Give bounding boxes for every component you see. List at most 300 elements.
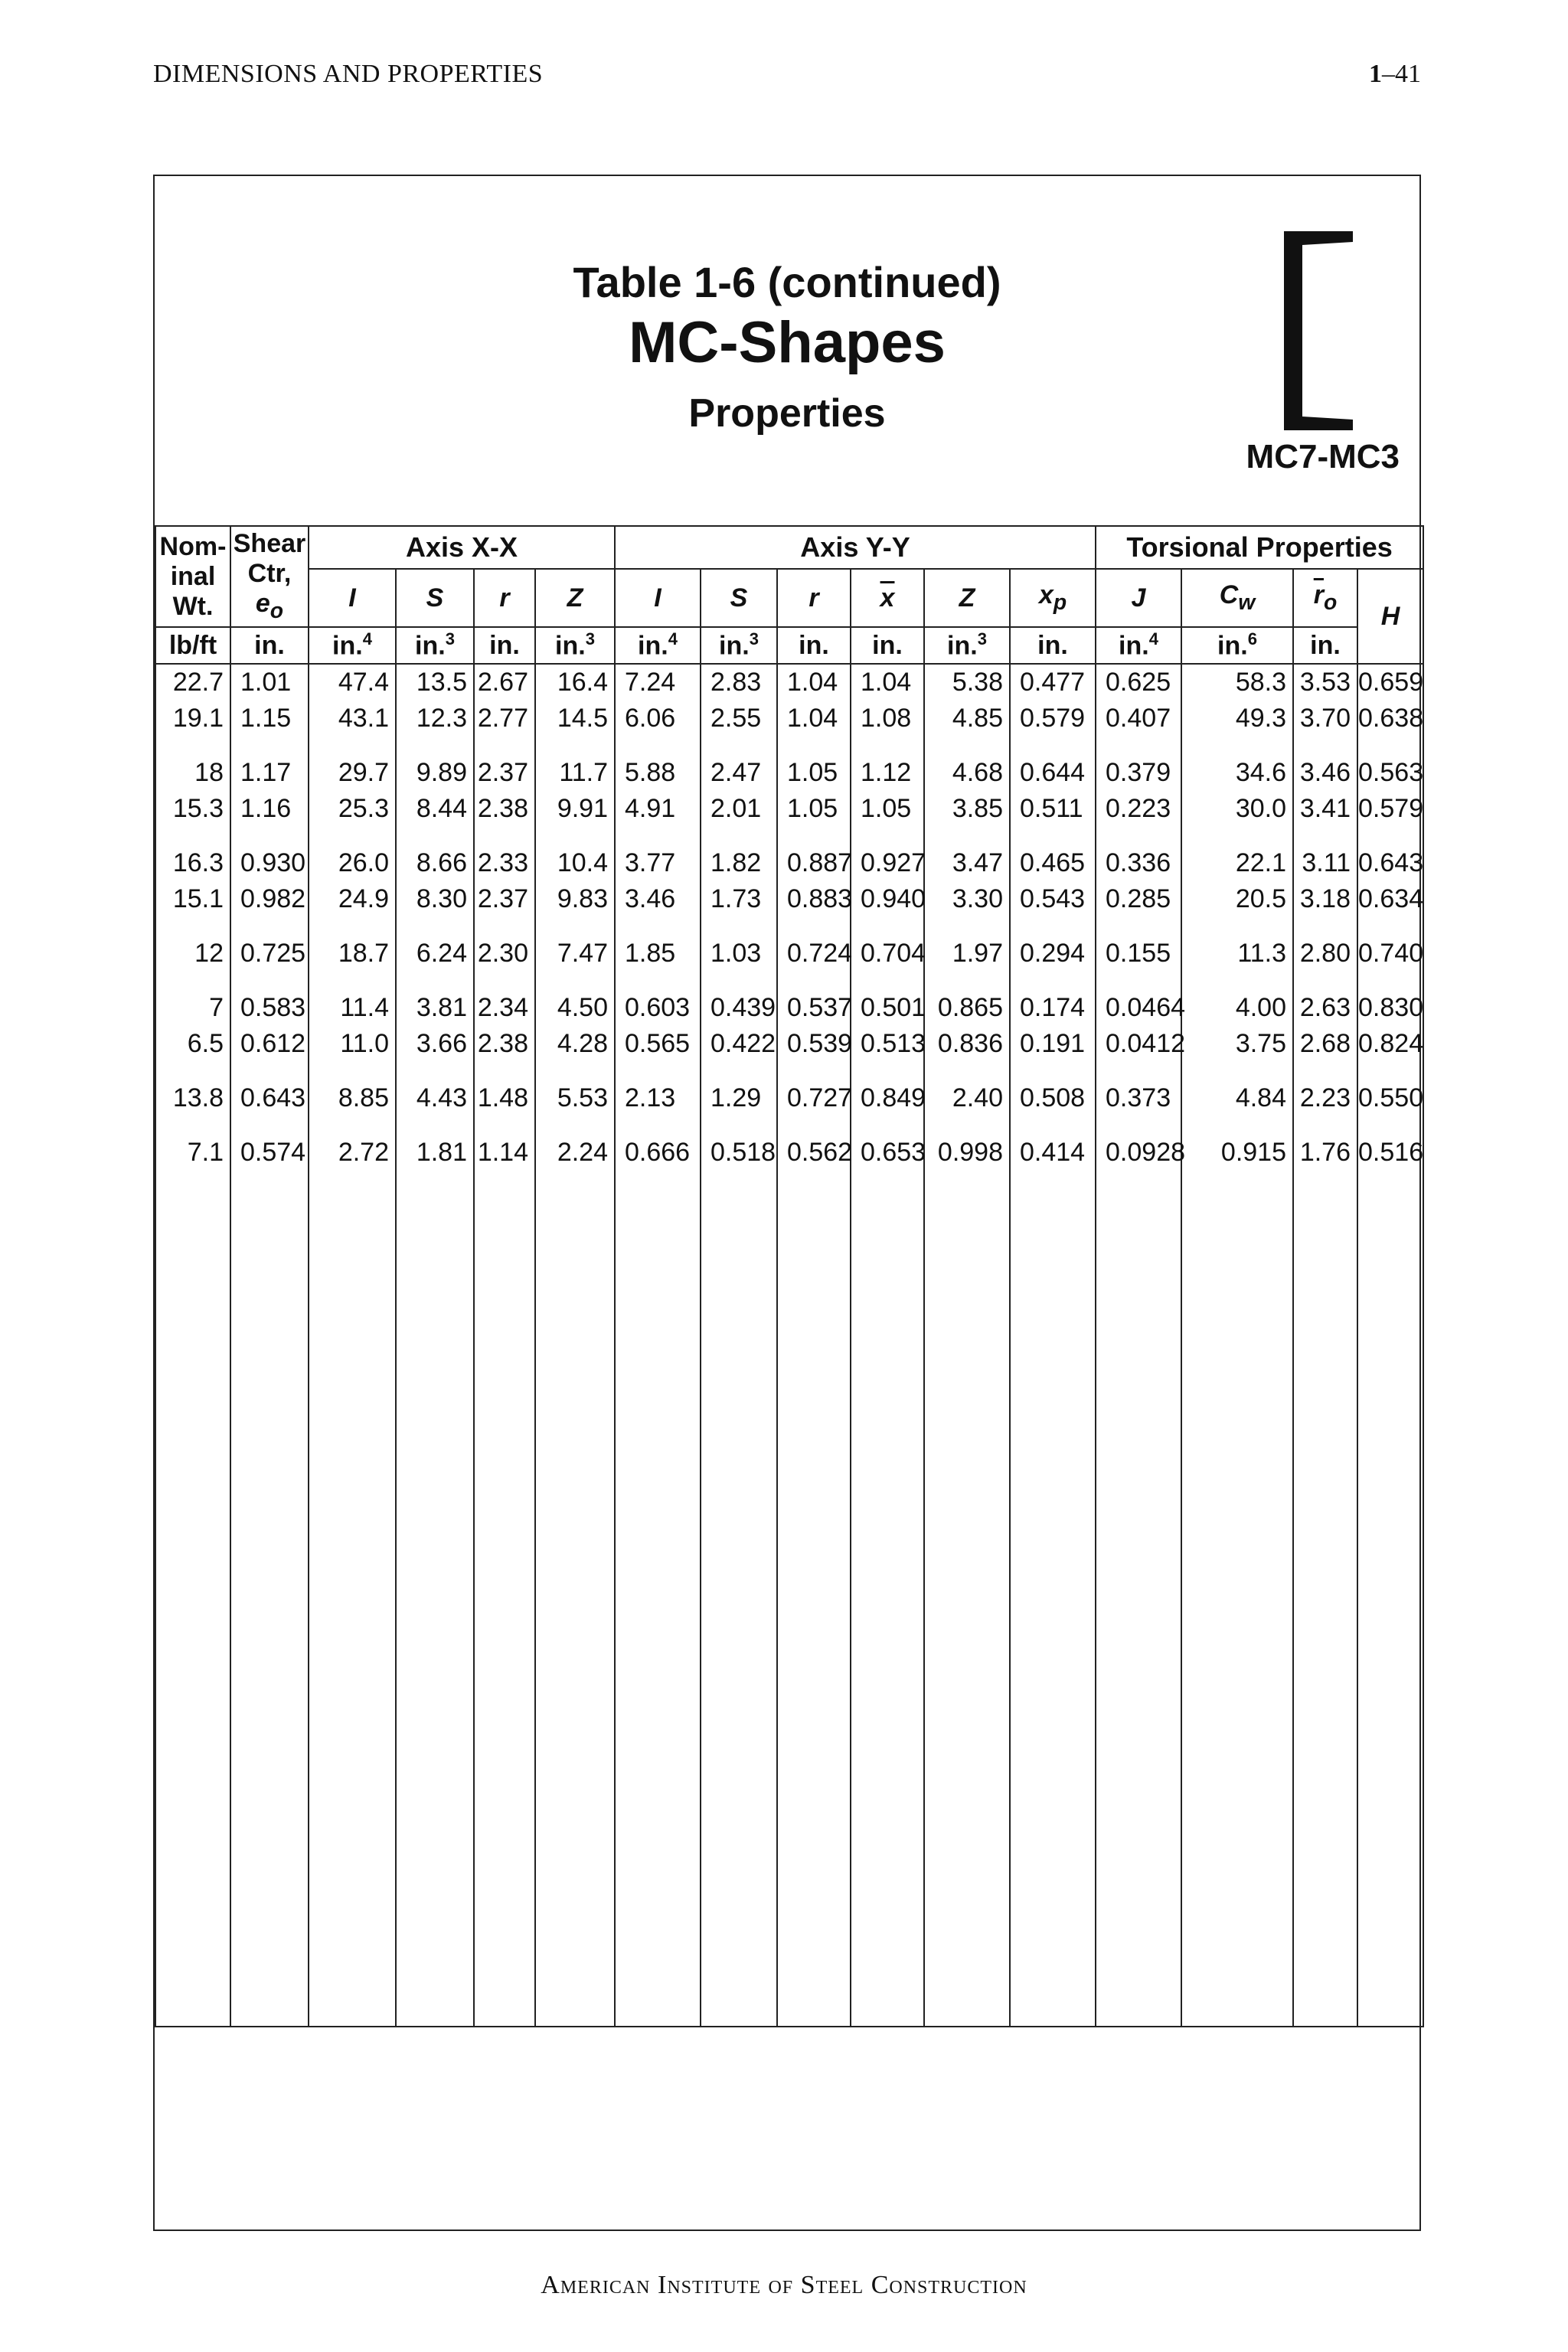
table-row xyxy=(155,755,1423,791)
table-cell: 3.81 xyxy=(396,990,474,1026)
header-Zy: Z xyxy=(924,569,1010,627)
table-cell: 0.940 xyxy=(851,881,924,917)
spacer-cell xyxy=(851,972,924,990)
table-cell: 0.643 xyxy=(230,1080,309,1116)
table-cell: 0.824 xyxy=(1357,1026,1423,1062)
table-cell: 0.508 xyxy=(1010,1080,1096,1116)
table-cell: 0.550 xyxy=(1357,1080,1423,1116)
header-nom-line3: Wt. xyxy=(172,591,214,621)
table-cell: 0.666 xyxy=(615,1135,701,1171)
spacer-cell xyxy=(924,917,1010,936)
spacer-cell xyxy=(777,1116,851,1135)
publisher-footer: American Institute of Steel Construction xyxy=(541,2271,1027,2299)
spacer-cell xyxy=(1096,737,1181,755)
spacer-cell xyxy=(777,737,851,755)
unit-Ix-base: in. xyxy=(332,631,363,661)
table-cell: 10.4 xyxy=(535,845,615,881)
page-number xyxy=(1369,60,1421,89)
table-row xyxy=(155,791,1423,827)
spacer-cell xyxy=(1181,972,1293,990)
table-cell: 3.70 xyxy=(1293,701,1357,737)
spacer-cell xyxy=(1357,1116,1423,1135)
spacer-cell xyxy=(474,1116,535,1135)
spacer-cell xyxy=(1293,1116,1357,1135)
spacer-cell xyxy=(155,1116,230,1135)
spacer-cell xyxy=(924,827,1010,845)
unit-xp: in. xyxy=(1010,627,1096,664)
spacer-cell xyxy=(155,917,230,936)
spacer-cell xyxy=(701,917,777,936)
table-cell: 0.625 xyxy=(1096,664,1181,701)
spacer-cell xyxy=(230,972,309,990)
table-cell: 2.23 xyxy=(1293,1080,1357,1116)
spacer-cell xyxy=(396,737,474,755)
table-cell: 0.887 xyxy=(777,845,851,881)
table-cell: 1.81 xyxy=(396,1135,474,1171)
filler-cell xyxy=(615,1171,701,2027)
spacer-cell xyxy=(701,827,777,845)
spacer-cell xyxy=(230,737,309,755)
shape-range-label: MC7-MC3 xyxy=(1246,438,1400,475)
table-cell: 2.13 xyxy=(615,1080,701,1116)
header-Cw xyxy=(1181,569,1293,627)
table-cell: 0.634 xyxy=(1357,881,1423,917)
spacer-cell xyxy=(230,1062,309,1080)
unit-J-exp: 4 xyxy=(1148,629,1158,649)
spacer-cell xyxy=(155,827,230,845)
unit-Cw xyxy=(1181,627,1293,664)
unit-Zy-base: in. xyxy=(947,631,978,661)
table-cell: 0.603 xyxy=(615,990,701,1026)
table-cell: 0.439 xyxy=(701,990,777,1026)
group-spacer xyxy=(155,972,1423,990)
unit-J xyxy=(1096,627,1181,664)
table-cell: 12.3 xyxy=(396,701,474,737)
filler-cell xyxy=(230,1171,309,2027)
table-cell: 0.836 xyxy=(924,1026,1010,1062)
spacer-cell xyxy=(1010,972,1096,990)
table-cell: 2.63 xyxy=(1293,990,1357,1026)
table-cell: 15.1 xyxy=(155,881,230,917)
table-cell: 1.01 xyxy=(230,664,309,701)
table-body xyxy=(155,664,1423,2027)
filler-cell xyxy=(535,1171,615,2027)
table-cell: 0.579 xyxy=(1357,791,1423,827)
filler-cell xyxy=(701,1171,777,2027)
table-cell: 22.7 xyxy=(155,664,230,701)
header-ro-subscript: o xyxy=(1323,590,1338,615)
spacer-cell xyxy=(1293,737,1357,755)
table-cell: 0.653 xyxy=(851,1135,924,1171)
table-cell: 2.24 xyxy=(535,1135,615,1171)
header-Sx: S xyxy=(396,569,474,627)
filler-cell xyxy=(1010,1171,1096,2027)
table-cell: 2.40 xyxy=(924,1080,1010,1116)
table-cell: 2.83 xyxy=(701,664,777,701)
spacer-cell xyxy=(155,1062,230,1080)
table-cell: 0.0928 xyxy=(1096,1135,1181,1171)
spacer-cell xyxy=(615,917,701,936)
table-row xyxy=(155,845,1423,881)
table-cell: 1.16 xyxy=(230,791,309,827)
table-cell: 3.11 xyxy=(1293,845,1357,881)
table-cell: 11.0 xyxy=(309,1026,396,1062)
spacer-cell xyxy=(924,1062,1010,1080)
table-row xyxy=(155,1026,1423,1062)
table-cell: 0.704 xyxy=(851,936,924,972)
table-cell: 7.1 xyxy=(155,1135,230,1171)
table-cell: 47.4 xyxy=(309,664,396,701)
spacer-cell xyxy=(1010,827,1096,845)
table-row xyxy=(155,936,1423,972)
table-cell: 3.18 xyxy=(1293,881,1357,917)
unit-Iy-base: in. xyxy=(638,631,668,661)
table-cell: 0.724 xyxy=(777,936,851,972)
table-cell: 4.91 xyxy=(615,791,701,827)
table-cell: 14.5 xyxy=(535,701,615,737)
header-nominal-wt xyxy=(155,526,230,627)
table-cell: 2.67 xyxy=(474,664,535,701)
table-cell: 0.543 xyxy=(1010,881,1096,917)
table-cell: 2.68 xyxy=(1293,1026,1357,1062)
unit-Zy xyxy=(924,627,1010,664)
table-cell: 3.46 xyxy=(1293,755,1357,791)
table-cell: 58.3 xyxy=(1181,664,1293,701)
table-cell: 3.46 xyxy=(615,881,701,917)
table-row xyxy=(155,664,1423,701)
table-cell: 1.76 xyxy=(1293,1135,1357,1171)
spacer-cell xyxy=(851,1062,924,1080)
unit-Sx-exp: 3 xyxy=(445,629,455,649)
spacer-cell xyxy=(1293,917,1357,936)
filler-cell xyxy=(474,1171,535,2027)
table-cell: 1.03 xyxy=(701,936,777,972)
table-subtitle: Properties xyxy=(688,391,886,436)
header-eo-subscript: o xyxy=(270,598,284,623)
table-cell: 0.539 xyxy=(777,1026,851,1062)
spacer-cell xyxy=(851,917,924,936)
unit-Sy-exp: 3 xyxy=(749,629,759,649)
table-cell: 7 xyxy=(155,990,230,1026)
table-cell: 0.930 xyxy=(230,845,309,881)
table-cell: 0.727 xyxy=(777,1080,851,1116)
filler-cell xyxy=(924,1171,1010,2027)
table-cell: 5.38 xyxy=(924,664,1010,701)
table-cell: 0.849 xyxy=(851,1080,924,1116)
unit-Zx-exp: 3 xyxy=(585,629,595,649)
table-cell: 0.574 xyxy=(230,1135,309,1171)
header-shear-line2: Ctr, xyxy=(247,559,292,589)
unit-Ix xyxy=(309,627,396,664)
spacer-cell xyxy=(851,1116,924,1135)
table-cell: 0.830 xyxy=(1357,990,1423,1026)
header-torsional-properties: Torsional Properties xyxy=(1096,526,1423,569)
unit-Sy xyxy=(701,627,777,664)
unit-Iy xyxy=(615,627,701,664)
table-cell: 0.336 xyxy=(1096,845,1181,881)
spacer-cell xyxy=(1181,917,1293,936)
group-spacer xyxy=(155,917,1423,936)
spacer-cell xyxy=(1181,827,1293,845)
unit-Zx xyxy=(535,627,615,664)
spacer-cell xyxy=(309,1116,396,1135)
header-Sy: S xyxy=(701,569,777,627)
channel-shape-icon xyxy=(1276,231,1368,430)
spacer-cell xyxy=(309,917,396,936)
spacer-cell xyxy=(1096,972,1181,990)
spacer-cell xyxy=(1181,1116,1293,1135)
table-cell: 9.89 xyxy=(396,755,474,791)
header-Iy: I xyxy=(615,569,701,627)
table-cell: 3.75 xyxy=(1181,1026,1293,1062)
table-cell: 0.422 xyxy=(701,1026,777,1062)
table-cell: 4.43 xyxy=(396,1080,474,1116)
table-cell: 7.24 xyxy=(615,664,701,701)
table-cell: 3.47 xyxy=(924,845,1010,881)
spacer-cell xyxy=(1181,737,1293,755)
table-filler xyxy=(155,1171,1423,2027)
spacer-cell xyxy=(777,827,851,845)
table-cell: 2.37 xyxy=(474,881,535,917)
table-cell: 2.37 xyxy=(474,755,535,791)
table-cell: 0.565 xyxy=(615,1026,701,1062)
table-cell: 0.579 xyxy=(1010,701,1096,737)
header-axis-yy: Axis Y-Y xyxy=(615,526,1096,569)
table-cell: 0.407 xyxy=(1096,701,1181,737)
table-cell: 2.77 xyxy=(474,701,535,737)
spacer-cell xyxy=(535,972,615,990)
table-cell: 0.643 xyxy=(1357,845,1423,881)
group-spacer xyxy=(155,737,1423,755)
table-cell: 8.44 xyxy=(396,791,474,827)
table-cell: 0.583 xyxy=(230,990,309,1026)
table-cell: 0.414 xyxy=(1010,1135,1096,1171)
table-cell: 43.1 xyxy=(309,701,396,737)
table-cell: 1.04 xyxy=(851,664,924,701)
title-block xyxy=(155,176,1419,527)
table-cell: 0.0412 xyxy=(1096,1026,1181,1062)
header-axis-xx: Axis X-X xyxy=(309,526,615,569)
unit-Cw-exp: 6 xyxy=(1247,629,1257,649)
table-cell: 49.3 xyxy=(1181,701,1293,737)
table-cell: 11.7 xyxy=(535,755,615,791)
table-cell: 29.7 xyxy=(309,755,396,791)
table-cell: 0.518 xyxy=(701,1135,777,1171)
table-cell: 0.516 xyxy=(1357,1135,1423,1171)
spacer-cell xyxy=(309,1062,396,1080)
unit-Cw-base: in. xyxy=(1217,631,1248,661)
table-cell: 1.48 xyxy=(474,1080,535,1116)
table-cell: 1.17 xyxy=(230,755,309,791)
table-cell: 22.1 xyxy=(1181,845,1293,881)
table-cell: 2.01 xyxy=(701,791,777,827)
spacer-cell xyxy=(615,827,701,845)
spacer-cell xyxy=(1293,972,1357,990)
table-cell: 6.06 xyxy=(615,701,701,737)
table-cell: 3.30 xyxy=(924,881,1010,917)
spacer-cell xyxy=(924,737,1010,755)
spacer-cell xyxy=(1181,1062,1293,1080)
unit-Sx xyxy=(396,627,474,664)
table-cell: 11.3 xyxy=(1181,936,1293,972)
table-cell: 2.34 xyxy=(474,990,535,1026)
header-ro-symbol: $\overline{r}$ xyxy=(1313,580,1324,610)
table-cell: 13.5 xyxy=(396,664,474,701)
header-Cw-symbol: C xyxy=(1219,580,1239,610)
table-cell: 0.294 xyxy=(1010,936,1096,972)
table-cell: 16.3 xyxy=(155,845,230,881)
spacer-cell xyxy=(396,917,474,936)
unit-Zx-base: in. xyxy=(555,631,586,661)
table-cell: 0.883 xyxy=(777,881,851,917)
table-cell: 1.05 xyxy=(777,791,851,827)
header-nom-line2: inal xyxy=(170,561,216,591)
spacer-cell xyxy=(474,1062,535,1080)
table-cell: 5.53 xyxy=(535,1080,615,1116)
spacer-cell xyxy=(155,972,230,990)
table-cell: 4.28 xyxy=(535,1026,615,1062)
table-row xyxy=(155,990,1423,1026)
table-row xyxy=(155,1135,1423,1171)
spacer-cell xyxy=(615,1116,701,1135)
spacer-cell xyxy=(309,737,396,755)
header-ro xyxy=(1293,569,1357,627)
table-cell: 18 xyxy=(155,755,230,791)
spacer-cell xyxy=(396,972,474,990)
unit-Sx-base: in. xyxy=(415,631,446,661)
header-xp xyxy=(1010,569,1096,627)
table-cell: 1.82 xyxy=(701,845,777,881)
table-cell: 18.7 xyxy=(309,936,396,972)
filler-cell xyxy=(1181,1171,1293,2027)
spacer-cell xyxy=(924,1116,1010,1135)
spacer-cell xyxy=(1357,737,1423,755)
table-cell: 6.24 xyxy=(396,936,474,972)
header-x-bar: $\overline{x}$ xyxy=(851,569,924,627)
table-cell: 0.982 xyxy=(230,881,309,917)
table-cell: 2.38 xyxy=(474,791,535,827)
spacer-cell xyxy=(777,917,851,936)
table-cell: 11.4 xyxy=(309,990,396,1026)
table-cell: 4.50 xyxy=(535,990,615,1026)
table-cell: 6.5 xyxy=(155,1026,230,1062)
spacer-cell xyxy=(396,1116,474,1135)
unit-x-bar: in. xyxy=(851,627,924,664)
table-cell: 0.915 xyxy=(1181,1135,1293,1171)
filler-cell xyxy=(309,1171,396,2027)
spacer-cell xyxy=(1293,1062,1357,1080)
table-cell: 0.511 xyxy=(1010,791,1096,827)
spacer-cell xyxy=(701,1062,777,1080)
table-cell: 2.80 xyxy=(1293,936,1357,972)
header-Ix: I xyxy=(309,569,396,627)
filler-cell xyxy=(851,1171,924,2027)
table-cell: 24.9 xyxy=(309,881,396,917)
table-cell: 1.29 xyxy=(701,1080,777,1116)
spacer-cell xyxy=(1010,1116,1096,1135)
header-shear-center xyxy=(230,526,309,627)
table-cell: 0.638 xyxy=(1357,701,1423,737)
table-cell: 3.53 xyxy=(1293,664,1357,701)
table-cell: 2.38 xyxy=(474,1026,535,1062)
spacer-cell xyxy=(1096,827,1181,845)
table-cell: 8.66 xyxy=(396,845,474,881)
table-row xyxy=(155,881,1423,917)
header-xp-symbol: x xyxy=(1038,580,1054,610)
unit-eo: in. xyxy=(230,627,309,664)
table-cell: 0.725 xyxy=(230,936,309,972)
table-row xyxy=(155,1080,1423,1116)
spacer-cell xyxy=(474,972,535,990)
header-ry: r xyxy=(777,569,851,627)
filler-cell xyxy=(1096,1171,1181,2027)
table-cell: 16.4 xyxy=(535,664,615,701)
spacer-cell xyxy=(535,827,615,845)
table-cell: 12 xyxy=(155,936,230,972)
table-cell: 15.3 xyxy=(155,791,230,827)
table-cell: 0.174 xyxy=(1010,990,1096,1026)
spacer-cell xyxy=(615,737,701,755)
spacer-cell xyxy=(535,917,615,936)
group-spacer xyxy=(155,827,1423,845)
table-cell: 34.6 xyxy=(1181,755,1293,791)
table-cell: 0.379 xyxy=(1096,755,1181,791)
table-cell: 0.612 xyxy=(230,1026,309,1062)
filler-cell xyxy=(396,1171,474,2027)
header-Zx: Z xyxy=(535,569,615,627)
spacer-cell xyxy=(701,1116,777,1135)
table-cell: 0.373 xyxy=(1096,1080,1181,1116)
table-cell: 0.477 xyxy=(1010,664,1096,701)
table-cell: 0.659 xyxy=(1357,664,1423,701)
table-cell: 2.72 xyxy=(309,1135,396,1171)
table-cell: 1.97 xyxy=(924,936,1010,972)
table-cell: 20.5 xyxy=(1181,881,1293,917)
table-cell: 0.865 xyxy=(924,990,1010,1026)
unit-ro: in. xyxy=(1293,627,1357,664)
table-cell: 0.513 xyxy=(851,1026,924,1062)
header-rx: r xyxy=(474,569,535,627)
table-cell: 1.85 xyxy=(615,936,701,972)
table-cell: 0.501 xyxy=(851,990,924,1026)
table-cell: 0.285 xyxy=(1096,881,1181,917)
page-number-bold: 1 xyxy=(1369,60,1382,88)
table-cell: 8.30 xyxy=(396,881,474,917)
unit-Ix-exp: 4 xyxy=(362,629,372,649)
spacer-cell xyxy=(1010,917,1096,936)
table-cell: 1.12 xyxy=(851,755,924,791)
spacer-cell xyxy=(777,972,851,990)
unit-Zy-exp: 3 xyxy=(977,629,987,649)
spacer-cell xyxy=(535,1116,615,1135)
table-title: MC-Shapes xyxy=(629,310,946,375)
header-nom-line1: Nom- xyxy=(159,531,227,561)
spacer-cell xyxy=(1357,917,1423,936)
header-J: J xyxy=(1096,569,1181,627)
table-cell: 4.84 xyxy=(1181,1080,1293,1116)
table-frame xyxy=(153,175,1424,2231)
table-cell: 9.91 xyxy=(535,791,615,827)
spacer-cell xyxy=(777,1062,851,1080)
header-eo-symbol: e xyxy=(255,589,270,619)
table-cell: 1.04 xyxy=(777,701,851,737)
table-cell: 1.05 xyxy=(777,755,851,791)
table-cell: 1.15 xyxy=(230,701,309,737)
table-cell: 8.85 xyxy=(309,1080,396,1116)
header-H: H xyxy=(1357,569,1423,664)
table-cell: 7.47 xyxy=(535,936,615,972)
page-number-rest: –41 xyxy=(1382,60,1421,88)
